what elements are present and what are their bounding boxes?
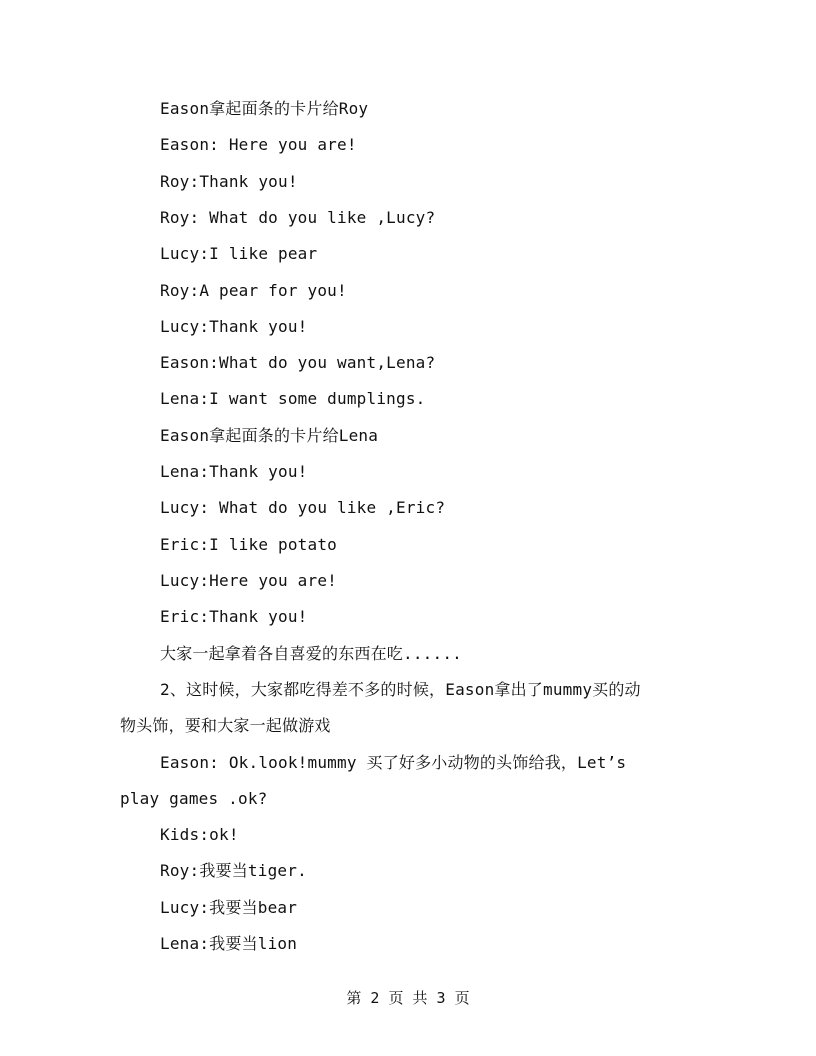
dialogue-line: Lena:Thank you! [160, 462, 308, 481]
dialogue-continuation: play games .ok? [120, 789, 268, 808]
dialogue-line: Eric:Thank you! [160, 607, 308, 626]
dialogue-line: Lucy:Thank you! [160, 317, 308, 336]
dialogue-line: Lucy:我要当bear [160, 898, 298, 917]
dialogue-line: Roy:Thank you! [160, 172, 298, 191]
dialogue-line: Eason拿起面条的卡片给Roy [160, 99, 369, 118]
dialogue-line: Eason: Ok.look!mummy 买了好多小动物的头饰给我，Let’s [160, 753, 627, 772]
dialogue-line: Kids:ok! [160, 825, 239, 844]
dialogue-line: Lucy:Here you are! [160, 571, 337, 590]
numbered-paragraph-line: 2、这时候，大家都吃得差不多的时候，Eason拿出了mummy买的动 [160, 680, 641, 699]
dialogue-line: Lena:I want some dumplings. [160, 389, 426, 408]
narration-line: 大家一起拿着各自喜爱的东西在吃...... [160, 644, 462, 663]
dialogue-line: Roy: What do you like ,Lucy? [160, 208, 436, 227]
dialogue-line: Roy:我要当tiger. [160, 861, 307, 880]
dialogue-line: Eric:I like potato [160, 535, 337, 554]
dialogue-line: Lucy:I like pear [160, 244, 318, 263]
dialogue-line: Eason: Here you are! [160, 135, 357, 154]
dialogue-line: Eason拿起面条的卡片给Lena [160, 426, 379, 445]
numbered-paragraph-continuation: 物头饰，要和大家一起做游戏 [120, 716, 331, 735]
dialogue-line: Eason:What do you want,Lena? [160, 353, 436, 372]
dialogue-line: Roy:A pear for you! [160, 281, 347, 300]
dialogue-line: Lucy: What do you like ,Eric? [160, 498, 446, 517]
page-number-footer: 第 2 页 共 3 页 [346, 989, 470, 1007]
dialogue-line: Lena:我要当lion [160, 934, 298, 953]
